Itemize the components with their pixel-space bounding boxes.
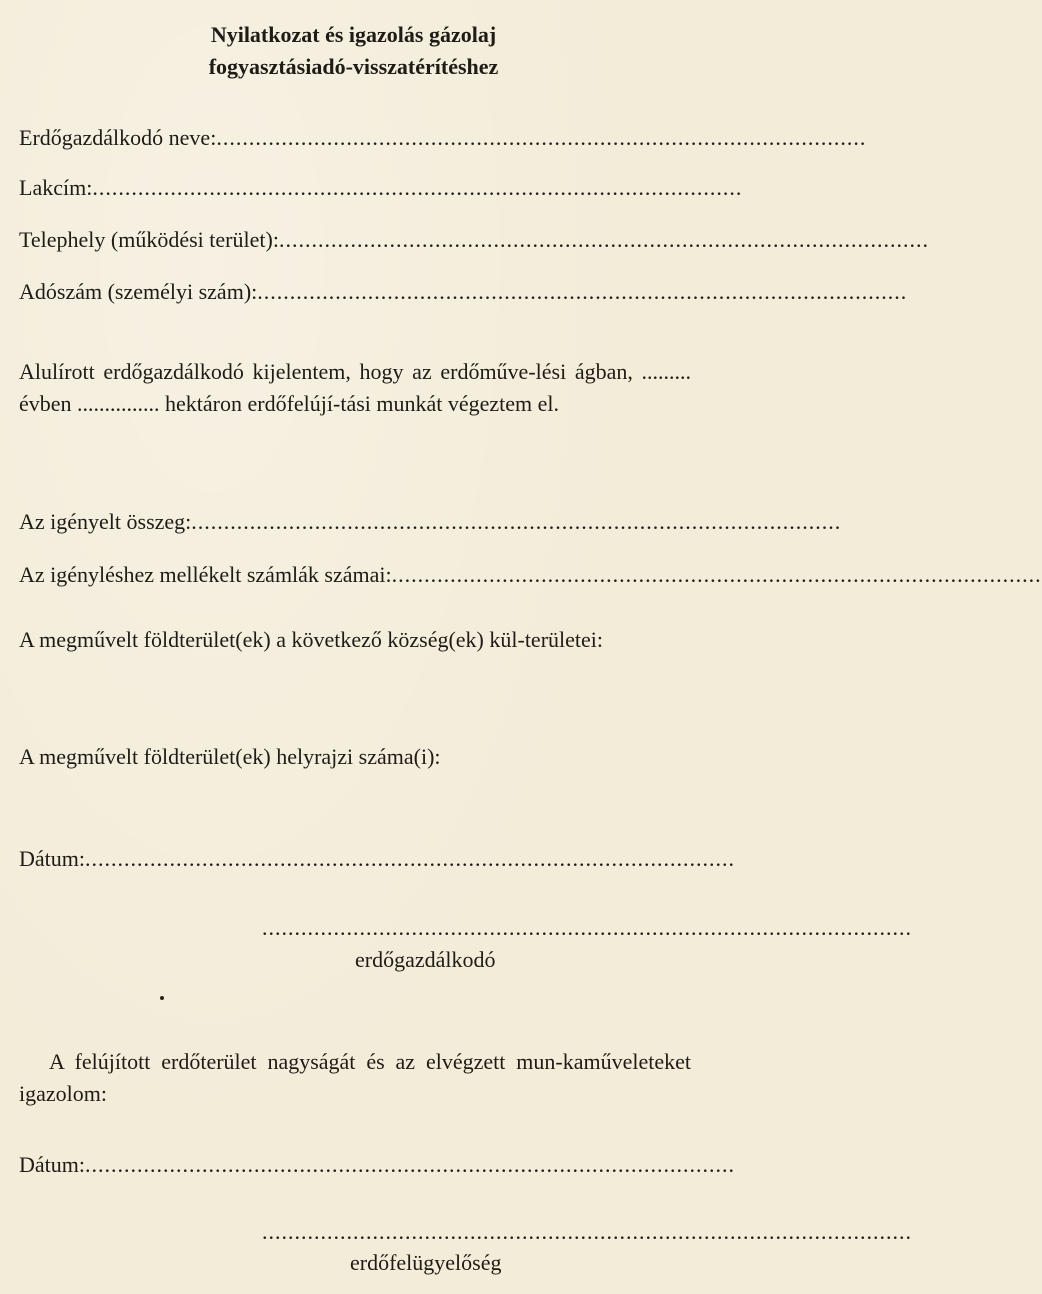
declaration-part2: évben (19, 391, 72, 416)
ink-speck (160, 996, 164, 1000)
invoices-field[interactable] (19, 560, 1042, 590)
signature1-label: erdőgazdálkodó (355, 947, 496, 972)
signature2-label: erdőfelügyelőség (350, 1250, 502, 1275)
amount-dots: .................................................................................................... (191, 509, 842, 534)
signature1-line[interactable]: .................................................................................................... (262, 915, 912, 940)
villages-paragraph: A megművelt földterület(ek) a következő község(ek) kül-területei: (19, 627, 603, 652)
invoices-dots: .................................................................................................... (391, 562, 1042, 587)
name-dots: .................................................................................................... (216, 125, 867, 150)
declaration-year-blank[interactable]: ......... (641, 359, 692, 384)
date1-field[interactable] (19, 844, 735, 874)
declaration-paragraph (19, 356, 691, 420)
name-label: Erdőgazdálkodó neve: (19, 125, 217, 150)
address-label: Lakcím: (19, 175, 93, 200)
invoices-label: Az igényléshez mellékelt számlák számai: (19, 562, 392, 587)
certification-paragraph: A felújított erdőterület nagyságát és az elvégzett mun-kaműveleteket igazolom: (19, 1049, 691, 1106)
declaration-part1: Alulírott erdőgazdálkodó kijelentem, hogy az erdőműve-lési ágban, (19, 359, 633, 384)
site-label: Telephely (működési terület): (19, 227, 279, 252)
address-field[interactable] (19, 173, 743, 203)
form-title-line2: fogyasztásiadó-visszatérítéshez (208, 54, 499, 79)
declaration-hectare-blank[interactable]: ............... (77, 391, 160, 416)
name-field[interactable] (19, 123, 867, 153)
amount-label: Az igényelt összeg: (19, 509, 192, 534)
plots-paragraph: A megművelt földterület(ek) helyrajzi száma(i): (19, 744, 441, 769)
date2-label: Dátum: (19, 1152, 85, 1177)
date1-label: Dátum: (19, 846, 85, 871)
tax-number-field[interactable] (19, 277, 908, 307)
site-field[interactable] (19, 225, 929, 255)
tax-number-dots: .................................................................................................... (257, 279, 908, 304)
tax-number-label: Adószám (személyi szám): (19, 279, 258, 304)
amount-field[interactable] (19, 507, 842, 537)
date1-dots: .................................................................................................... (85, 846, 735, 871)
date2-field[interactable] (19, 1150, 735, 1180)
address-dots: .................................................................................................... (92, 175, 743, 200)
declaration-part3: hektáron erdőfelújí-tási munkát végeztem el. (165, 391, 560, 416)
signature2-line[interactable]: .................................................................................................... (262, 1219, 912, 1244)
form-title-line1: Nyilatkozat és igazolás gázolaj (210, 22, 497, 47)
site-dots: .................................................................................................... (278, 227, 929, 252)
date2-dots: .................................................................................................... (85, 1152, 735, 1177)
